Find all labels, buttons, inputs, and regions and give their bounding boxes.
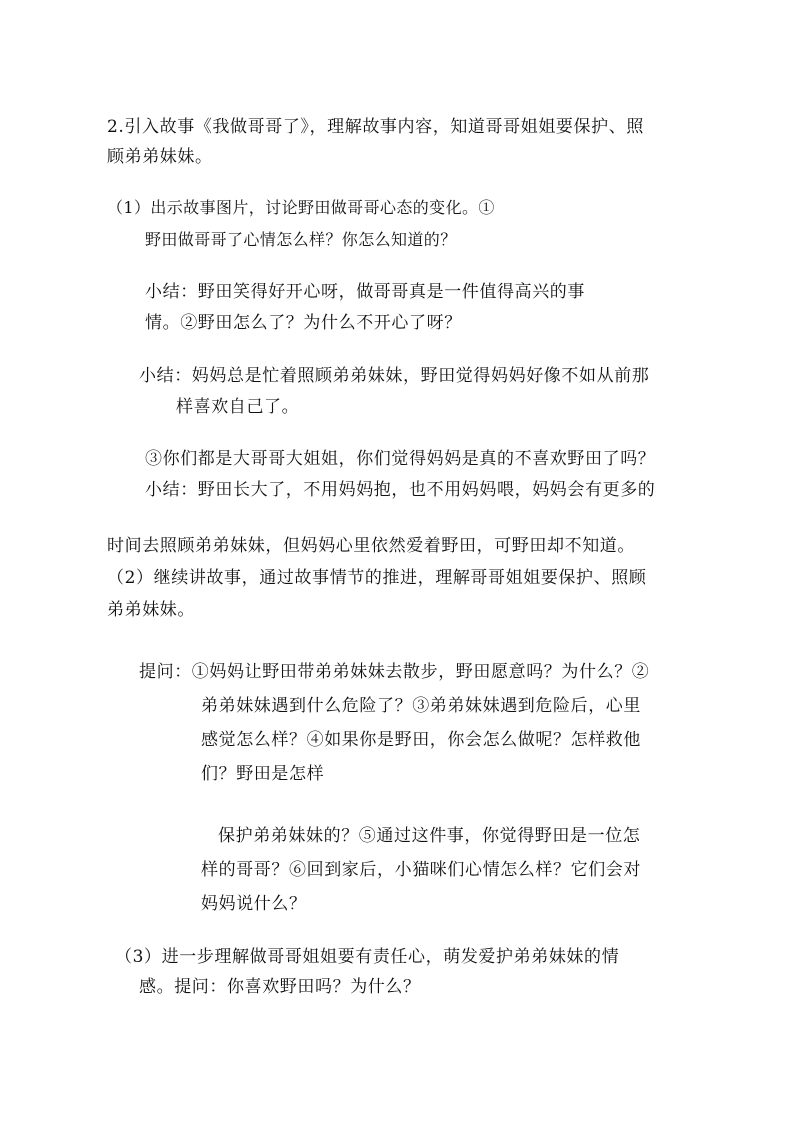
part2-question-line-4: 们？野田是怎样 bbox=[201, 764, 325, 784]
part2-question-line-2: 弟弟妹妹遇到什么危险了？③弟弟妹妹遇到危险后，心里 bbox=[201, 696, 641, 716]
part1-heading-line-2: 野田做哥哥了心情怎么样？你怎么知道的？ bbox=[145, 230, 457, 249]
question3-line: ③你们都是大哥哥大姐姐，你们觉得妈妈是真的不喜欢野田了吗？ bbox=[145, 449, 656, 469]
part2-question-line-1: 提问：①妈妈让野田带弟弟妹妹去散步，野田愿意吗？为什么？② bbox=[139, 662, 650, 682]
part2-question-line-6: 样的哥哥？⑥回到家后，小猫咪们心情怎么样？它们会对 bbox=[201, 860, 641, 880]
part2-question-line-7: 妈妈说什么？ bbox=[201, 894, 307, 914]
part2-heading-line-1: （2）继续讲故事，通过故事情节的推进，理解哥哥姐姐要保护、照顾 bbox=[107, 568, 647, 588]
part2-question-line-3: 感觉怎么样？④如果你是野田，你会怎么做呢？怎样救他 bbox=[201, 730, 641, 750]
summary1-line-2: 情。②野田怎么了？为什么不开心了呀？ bbox=[145, 313, 462, 333]
part2-question-line-5: 保护弟弟妹妹的？⑤通过这件事，你觉得野田是一位怎 bbox=[218, 826, 641, 846]
part3-heading-line-2: 感。提问：你喜欢野田吗？为什么？ bbox=[139, 977, 421, 997]
part2-heading-line-2: 弟弟妹妹。 bbox=[107, 600, 195, 620]
summary2-line-2: 样喜欢自己了。 bbox=[176, 397, 300, 417]
part1-heading-line-1: （1）出示故事图片，讨论野田做哥哥心态的变化。① bbox=[107, 198, 495, 217]
section-title-line-2: 顾弟弟妹妹。 bbox=[107, 147, 213, 167]
summary3-line-1: 小结：野田长大了，不用妈妈抱，也不用妈妈喂，妈妈会有更多的 bbox=[145, 480, 656, 500]
summary2-line-1: 小结：妈妈总是忙着照顾弟弟妹妹，野田觉得妈妈好像不如从前那 bbox=[139, 366, 650, 386]
section-title-line-1: 2.引入故事《我做哥哥了》，理解故事内容，知道哥哥姐姐要保护、照 bbox=[107, 117, 644, 137]
part3-heading-line-1: （3）进一步理解做哥哥姐姐要有责任心，萌发爱护弟弟妹妹的情 bbox=[115, 947, 620, 967]
summary3-line-2: 时间去照顾弟弟妹妹，但妈妈心里依然爱着野田，可野田却不知道。 bbox=[107, 536, 635, 556]
summary1-line-1: 小结：野田笑得好开心呀，做哥哥真是一件值得高兴的事 bbox=[145, 282, 585, 302]
